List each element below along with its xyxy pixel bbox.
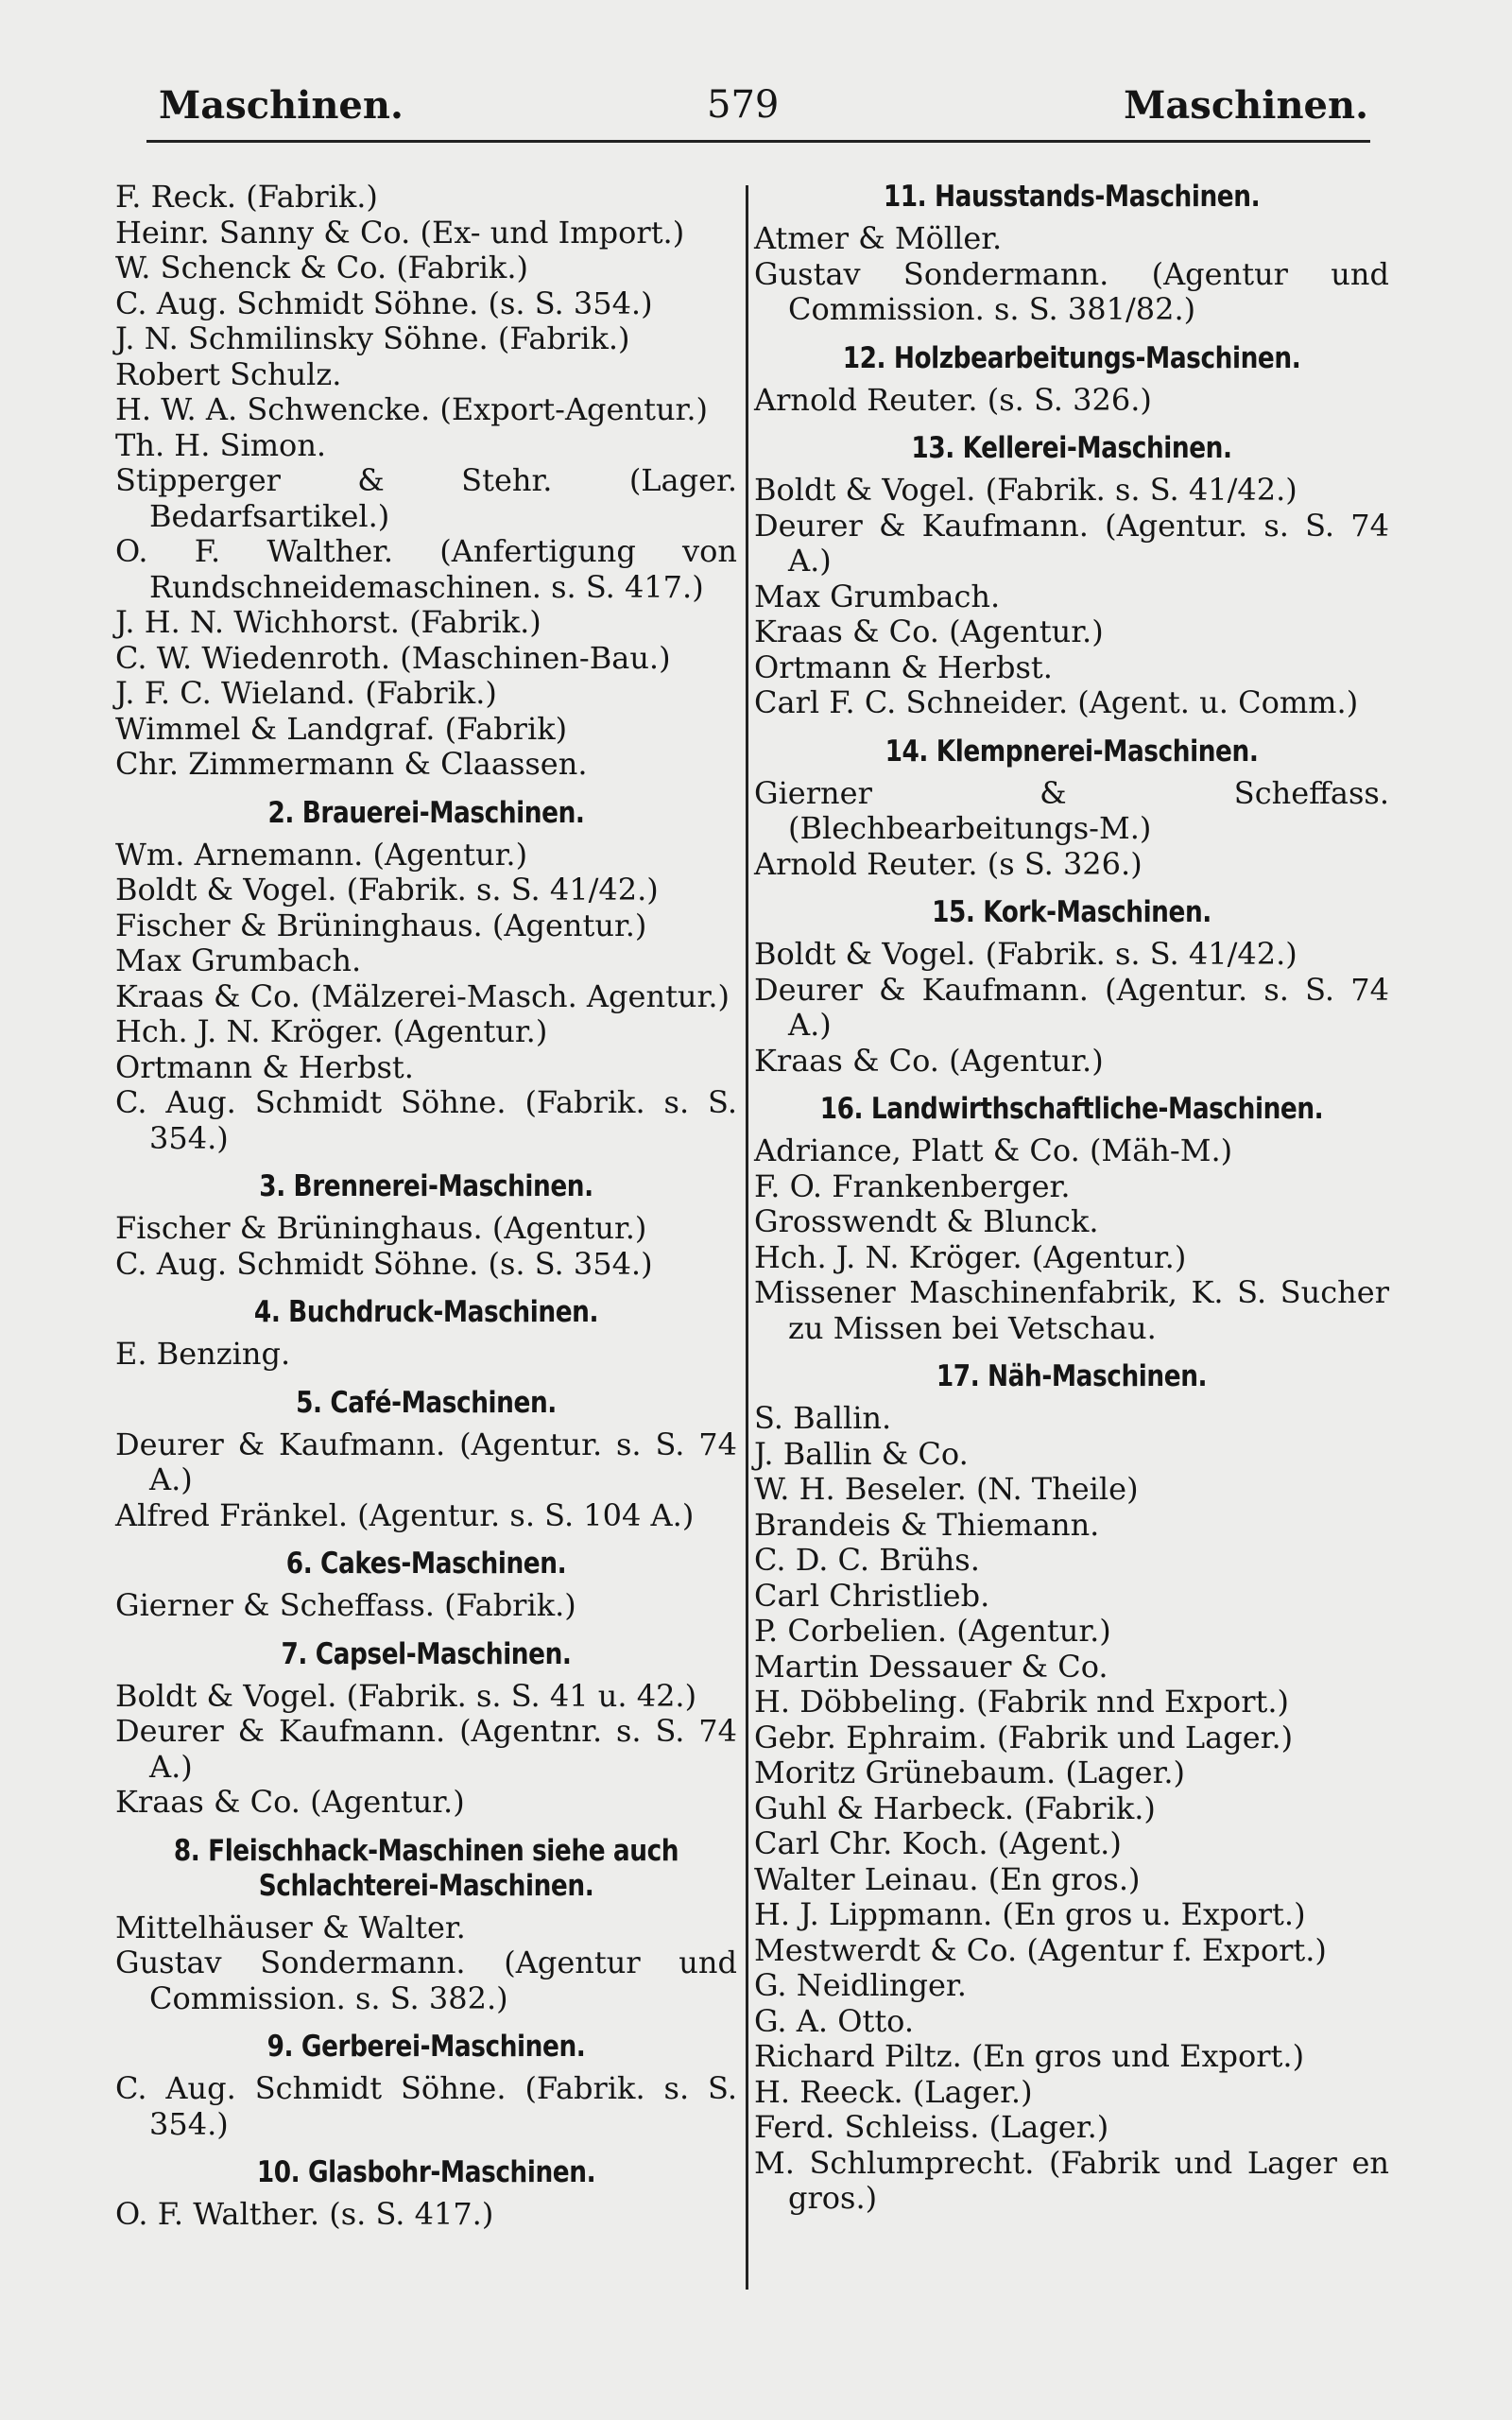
list-entry: Kraas & Co. (Agentur.) [754, 614, 1104, 649]
list-entry: E. Benzing. [115, 1336, 291, 1372]
list-entry: Deurer & Kaufmann. (Agentur. s. S. 74 A.) [115, 1426, 737, 1497]
section-heading: 7. Capsel-Maschinen. [281, 1636, 572, 1671]
list-entry: G. A. Otto. [754, 2002, 915, 2039]
list-entry: C. Aug. Schmidt Söhne. (Fabrik. s. S. 354.) [115, 2070, 737, 2142]
list-entry: Deurer & Kaufmann. (Agentnr. s. S. 74 A.) [115, 1713, 737, 1785]
list-entry: Arnold Reuter. (s. S. 326.) [754, 381, 1152, 418]
section-heading: 10. Glasbohr-Maschinen. [256, 2155, 596, 2189]
list-entry: Atmer & Möller. [754, 220, 1003, 256]
list-entry: Martin Dessauer & Co. [754, 1648, 1108, 1685]
list-entry: M. Schlumprecht. (Fabrik und Lager en gros.) [754, 2144, 1389, 2216]
list-entry: Gierner & Scheffass. (Fabrik.) [115, 1587, 576, 1623]
list-entry: Arnold Reuter. (s S. 326.) [754, 845, 1143, 882]
list-entry: Ortmann & Herbst. [754, 648, 1053, 685]
list-entry: Walter Leinau. (En gros.) [754, 1860, 1141, 1897]
list-entry: C. D. C. Brühs. [754, 1542, 980, 1578]
section-heading: 14. Klempnerei-Maschinen. [885, 734, 1259, 769]
list-entry: Ortmann & Herbst. [115, 1048, 414, 1085]
list-entry: Hch. J. N. Kröger. (Agentur.) [754, 1238, 1187, 1275]
list-entry: H. Döbbeling. (Fabrik nnd Export.) [754, 1684, 1289, 1720]
list-entry: F. O. Frankenberger. [754, 1167, 1071, 1204]
list-entry: Fischer & Brüninghaus. (Agentur.) [115, 1210, 647, 1246]
section-heading: 6. Cakes-Maschinen. [285, 1547, 567, 1581]
list-entry: Boldt & Vogel. (Fabrik. s. S. 41 u. 42.) [115, 1677, 697, 1714]
list-entry: Missener Maschinenfabrik, K. S. Sucher zu Missen bei Vetschau. [754, 1274, 1389, 1346]
list-entry: Richard Piltz. (En gros und Export.) [754, 2038, 1305, 2074]
list-entry: J. H. N. Wichhorst. (Fabrik.) [115, 604, 541, 640]
list-entry: Alfred Fränkel. (Agentur. s. S. 104 A.) [115, 1496, 695, 1533]
list-entry: H. Reeck. (Lager.) [754, 2073, 1033, 2110]
section-heading: 11. Hausstands-Maschinen. [883, 180, 1261, 214]
list-entry: Max Grumbach. [754, 578, 1001, 614]
page-header [159, 83, 1368, 140]
section-heading: 16. Landwirthschaftliche-Maschinen. [819, 1092, 1324, 1126]
list-entry: Adriance, Platt & Co. (Mäh-M.) [754, 1132, 1233, 1168]
list-entry: J. F. C. Wieland. (Fabrik.) [115, 675, 497, 711]
list-entry: Heinr. Sanny & Co. (Ex- und Import.) [115, 214, 685, 251]
list-entry: Boldt & Vogel. (Fabrik. s. S. 41/42.) [115, 872, 659, 908]
list-entry: J. Ballin & Co. [754, 1435, 969, 1472]
list-entry: Fischer & Brüninghaus. (Agentur.) [115, 907, 647, 943]
list-entry: Moritz Grünebaum. (Lager.) [754, 1754, 1185, 1790]
list-entry: Mestwerdt & Co. (Agentur f. Export.) [754, 1931, 1327, 1968]
list-entry: Robert Schulz. [115, 355, 342, 392]
list-entry: O. F. Walther. (s. S. 417.) [115, 2196, 494, 2232]
list-entry: Gustav Sondermann. (Agentur und Commission. s. S. 382.) [115, 1945, 737, 2016]
left-column [115, 180, 737, 2233]
list-entry: Mittelhäuser & Walter. [115, 1909, 466, 1945]
list-entry: W. H. Beseler. (N. Theile) [754, 1471, 1139, 1507]
list-entry: Gebr. Ephraim. (Fabrik und Lager.) [754, 1719, 1294, 1755]
column-divider [746, 185, 748, 2290]
page-number: 579 [707, 83, 780, 127]
header-right-title: Maschinen. [1124, 83, 1368, 128]
list-entry: S. Ballin. [754, 1400, 892, 1436]
list-entry: Grosswendt & Blunck. [754, 1203, 1099, 1239]
right-column [754, 180, 1389, 2217]
list-entry: Brandeis & Thiemann. [754, 1506, 1100, 1543]
list-entry: Carl F. C. Schneider. (Agent. u. Comm.) [754, 684, 1359, 720]
list-entry: Carl Christlieb. [754, 1577, 990, 1614]
list-entry: H. J. Lippmann. (En gros u. Export.) [754, 1896, 1306, 1932]
list-entry: G. Neidlinger. [754, 1967, 967, 2003]
list-entry: Chr. Zimmermann & Claassen. [115, 746, 588, 782]
list-entry: Th. H. Simon. [115, 426, 327, 463]
list-entry: Gustav Sondermann. (Agentur und Commission. s. S. 381/82.) [754, 255, 1389, 327]
list-entry: Gierner & Scheffass. (Blechbearbeitungs-M.) [754, 774, 1389, 846]
list-entry: O. F. Walther. (Anfertigung von Rundschneidemaschinen. s. S. 417.) [115, 533, 737, 605]
list-entry: Kraas & Co. (Agentur.) [754, 1042, 1104, 1079]
section-heading: 4. Buchdruck-Maschinen. [253, 1295, 599, 1329]
list-entry: Ferd. Schleiss. (Lager.) [754, 2109, 1109, 2145]
header-rule [146, 140, 1370, 143]
header-left-title: Maschinen. [159, 83, 404, 128]
list-entry: H. W. A. Schwencke. (Export-Agentur.) [115, 391, 708, 427]
section-heading: 5. Café-Maschinen. [296, 1385, 557, 1420]
list-entry: Hch. J. N. Kröger. (Agentur.) [115, 1013, 548, 1049]
list-entry: Deurer & Kaufmann. (Agentur. s. S. 74 A.) [754, 971, 1389, 1043]
list-entry: Boldt & Vogel. (Fabrik. s. S. 41/42.) [754, 936, 1297, 972]
list-entry: Max Grumbach. [115, 942, 362, 978]
section-heading: 2. Brauerei-Maschinen. [267, 795, 585, 830]
list-entry: C. Aug. Schmidt Söhne. (s. S. 354.) [115, 1245, 653, 1282]
list-entry: Kraas & Co. (Agentur.) [115, 1784, 465, 1820]
list-entry: C. W. Wiedenroth. (Maschinen-Bau.) [115, 639, 671, 676]
section-heading: 9. Gerberei-Maschinen. [266, 2030, 586, 2064]
section-heading: 13. Kellerei-Maschinen. [911, 431, 1232, 465]
list-entry: F. Reck. (Fabrik.) [115, 179, 378, 215]
list-entry: Stipperger & Stehr. (Lager. Bedarfsartikel.) [115, 462, 737, 534]
list-entry: J. N. Schmilinsky Söhne. (Fabrik.) [115, 320, 630, 356]
list-entry: C. Aug. Schmidt Söhne. (Fabrik. s. S. 354.) [115, 1084, 737, 1156]
list-entry: Deurer & Kaufmann. (Agentur. s. S. 74 A.) [754, 507, 1389, 579]
list-entry: Wm. Arnemann. (Agentur.) [115, 836, 528, 873]
list-entry: Boldt & Vogel. (Fabrik. s. S. 41/42.) [754, 472, 1297, 508]
section-heading: 8. Fleischhack-Maschinen siehe auch Schlachterei-Maschinen. [173, 1833, 679, 1903]
section-heading: 12. Holzbearbeitungs-Maschinen. [842, 340, 1301, 375]
list-entry: Kraas & Co. (Mälzerei-Masch. Agentur.) [115, 977, 730, 1014]
list-entry: Wimmel & Landgraf. (Fabrik) [115, 710, 568, 747]
list-entry: Carl Chr. Koch. (Agent.) [754, 1825, 1122, 1861]
section-heading: 17. Näh-Maschinen. [936, 1359, 1208, 1393]
section-heading: 3. Brennerei-Maschinen. [259, 1169, 593, 1203]
list-entry: W. Schenck & Co. (Fabrik.) [115, 250, 528, 285]
list-entry: C. Aug. Schmidt Söhne. (s. S. 354.) [115, 285, 653, 321]
section-heading: 15. Kork-Maschinen. [932, 895, 1211, 929]
list-entry: P. Corbelien. (Agentur.) [754, 1613, 1111, 1649]
list-entry: Guhl & Harbeck. (Fabrik.) [754, 1789, 1156, 1826]
